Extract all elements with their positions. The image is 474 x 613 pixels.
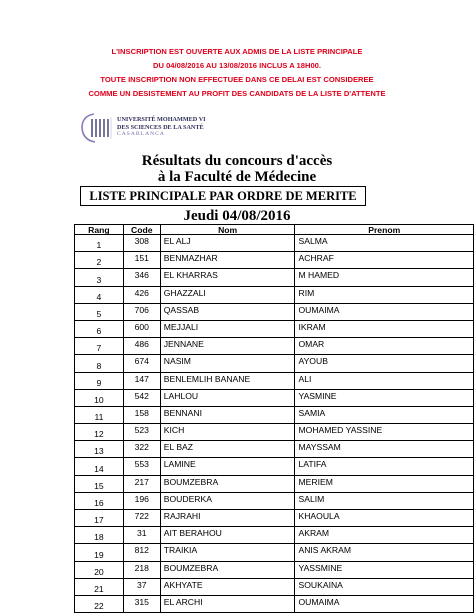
table-row xyxy=(75,578,474,595)
table-row xyxy=(75,406,474,423)
table-row xyxy=(75,269,474,286)
rank-cell: 9 xyxy=(75,372,124,389)
rank-cell: 19 xyxy=(75,544,124,561)
page-subtitle: à la Faculté de Médecine xyxy=(157,169,317,185)
code-cell: 315 xyxy=(123,595,160,612)
page-title: Résultats du concours d'accès xyxy=(141,153,333,169)
nom-cell: BENNANI xyxy=(160,406,295,423)
prenom-cell: MOHAMED YASSINE xyxy=(295,424,474,441)
table-row xyxy=(75,320,474,337)
rank-cell: 21 xyxy=(75,578,124,595)
code-cell: 346 xyxy=(123,269,160,286)
table-row xyxy=(75,595,474,612)
code-cell: 158 xyxy=(123,406,160,423)
prenom-cell: OMAR xyxy=(295,338,474,355)
prenom-cell: RIM xyxy=(295,286,474,303)
result-date: Jeudi 04/08/2016 xyxy=(183,208,291,224)
column-header-code: Code xyxy=(123,225,160,235)
nom-cell: QASSAB xyxy=(160,303,295,320)
prenom-cell: M HAMED xyxy=(295,269,474,286)
notice-line: COMME UN DESISTEMENT AU PROFIT DES CANDIDATS DE LA LISTE D'ATTENTE xyxy=(88,89,386,98)
rank-cell: 6 xyxy=(75,320,124,337)
code-cell: 674 xyxy=(123,355,160,372)
rank-cell: 7 xyxy=(75,338,124,355)
table-row xyxy=(75,235,474,252)
table-row xyxy=(75,303,474,320)
nom-cell: KICH xyxy=(160,424,295,441)
table-row xyxy=(75,372,474,389)
results-table xyxy=(74,224,474,613)
nom-cell: TRAIKIA xyxy=(160,544,295,561)
table-row xyxy=(75,475,474,492)
logo-line: DES SCIENCES DE LA SANTÉ xyxy=(117,123,204,131)
code-cell: 322 xyxy=(123,441,160,458)
rank-cell: 22 xyxy=(75,595,124,612)
table-row xyxy=(75,510,474,527)
rank-cell: 8 xyxy=(75,355,124,372)
nom-cell: MEJJALI xyxy=(160,320,295,337)
rank-cell: 14 xyxy=(75,458,124,475)
column-header-nom: Nom xyxy=(160,225,295,235)
table-row xyxy=(75,424,474,441)
code-cell: 600 xyxy=(123,320,160,337)
logo-city: CASABLANCA xyxy=(117,131,165,138)
nom-cell: EL BAZ xyxy=(160,441,295,458)
code-cell: 147 xyxy=(123,372,160,389)
code-cell: 553 xyxy=(123,458,160,475)
list-title: LISTE PRINCIPALE PAR ORDRE DE MERITE xyxy=(80,186,366,206)
prenom-cell: LATIFA xyxy=(295,458,474,475)
prenom-cell: KHAOULA xyxy=(295,510,474,527)
rank-cell: 5 xyxy=(75,303,124,320)
notice-line: TOUTE INSCRIPTION NON EFFECTUEE DANS CE DELAI EST CONSIDEREE xyxy=(100,75,374,84)
table-header-row xyxy=(75,225,474,235)
rank-cell: 4 xyxy=(75,286,124,303)
prenom-cell: SAMIA xyxy=(295,406,474,423)
rank-cell: 10 xyxy=(75,389,124,406)
table-row xyxy=(75,389,474,406)
prenom-cell: SOUKAINA xyxy=(295,578,474,595)
code-cell: 426 xyxy=(123,286,160,303)
rank-cell: 17 xyxy=(75,510,124,527)
table-row xyxy=(75,492,474,509)
prenom-cell: ALI xyxy=(295,372,474,389)
code-cell: 542 xyxy=(123,389,160,406)
rank-cell: 16 xyxy=(75,492,124,509)
prenom-cell: OUMAIMA xyxy=(295,595,474,612)
university-logo xyxy=(78,111,238,145)
nom-cell: GHAZZALI xyxy=(160,286,295,303)
rank-cell: 13 xyxy=(75,441,124,458)
nom-cell: NASIM xyxy=(160,355,295,372)
column-header-prenom: Prenom xyxy=(295,225,474,235)
notice-line: DU 04/08/2016 AU 13/08/2016 INCLUS A 18H00. xyxy=(153,61,321,70)
rank-cell: 2 xyxy=(75,252,124,269)
column-header-rang: Rang xyxy=(75,225,124,235)
nom-cell: AIT BERAHOU xyxy=(160,527,295,544)
nom-cell: BOUMZEBRA xyxy=(160,561,295,578)
nom-cell: EL ALJ xyxy=(160,235,295,252)
prenom-cell: ACHRAF xyxy=(295,252,474,269)
prenom-cell: IKRAM xyxy=(295,320,474,337)
rank-cell: 12 xyxy=(75,424,124,441)
nom-cell: BENLEMLIH BANANE xyxy=(160,372,295,389)
university-emblem-icon xyxy=(78,111,114,145)
code-cell: 217 xyxy=(123,475,160,492)
code-cell: 722 xyxy=(123,510,160,527)
rank-cell: 18 xyxy=(75,527,124,544)
table-row xyxy=(75,544,474,561)
rank-cell: 11 xyxy=(75,406,124,423)
table-row xyxy=(75,286,474,303)
code-cell: 218 xyxy=(123,561,160,578)
table-row xyxy=(75,561,474,578)
code-cell: 151 xyxy=(123,252,160,269)
prenom-cell: AYOUB xyxy=(295,355,474,372)
nom-cell: EL KHARRAS xyxy=(160,269,295,286)
nom-cell: EL ARCHI xyxy=(160,595,295,612)
nom-cell: LAMINE xyxy=(160,458,295,475)
nom-cell: BOUMZEBRA xyxy=(160,475,295,492)
code-cell: 486 xyxy=(123,338,160,355)
rank-cell: 20 xyxy=(75,561,124,578)
prenom-cell: AKRAM xyxy=(295,527,474,544)
code-cell: 31 xyxy=(123,527,160,544)
nom-cell: JENNANE xyxy=(160,338,295,355)
prenom-cell: MERIEM xyxy=(295,475,474,492)
registration-notice xyxy=(0,45,474,101)
code-cell: 706 xyxy=(123,303,160,320)
prenom-cell: OUMAIMA xyxy=(295,303,474,320)
table-row xyxy=(75,252,474,269)
nom-cell: RAJRAHI xyxy=(160,510,295,527)
table-row xyxy=(75,355,474,372)
rank-cell: 1 xyxy=(75,235,124,252)
table-row xyxy=(75,338,474,355)
code-cell: 37 xyxy=(123,578,160,595)
prenom-cell: SALMA xyxy=(295,235,474,252)
prenom-cell: YASMINE xyxy=(295,389,474,406)
nom-cell: AKHYATE xyxy=(160,578,295,595)
rank-cell: 15 xyxy=(75,475,124,492)
code-cell: 308 xyxy=(123,235,160,252)
code-cell: 196 xyxy=(123,492,160,509)
prenom-cell: ANIS AKRAM xyxy=(295,544,474,561)
table-row xyxy=(75,527,474,544)
code-cell: 523 xyxy=(123,424,160,441)
prenom-cell: YASSMINE xyxy=(295,561,474,578)
prenom-cell: SALIM xyxy=(295,492,474,509)
nom-cell: BOUDERKA xyxy=(160,492,295,509)
notice-line: L'INSCRIPTION EST OUVERTE AUX ADMIS DE LA LISTE PRINCIPALE xyxy=(111,47,363,56)
code-cell: 812 xyxy=(123,544,160,561)
table-row xyxy=(75,441,474,458)
table-row xyxy=(75,458,474,475)
logo-line: UNIVERSITÉ MOHAMMED VI xyxy=(117,116,206,123)
nom-cell: LAHLOU xyxy=(160,389,295,406)
rank-cell: 3 xyxy=(75,269,124,286)
nom-cell: BENMAZHAR xyxy=(160,252,295,269)
prenom-cell: MAYSSAM xyxy=(295,441,474,458)
